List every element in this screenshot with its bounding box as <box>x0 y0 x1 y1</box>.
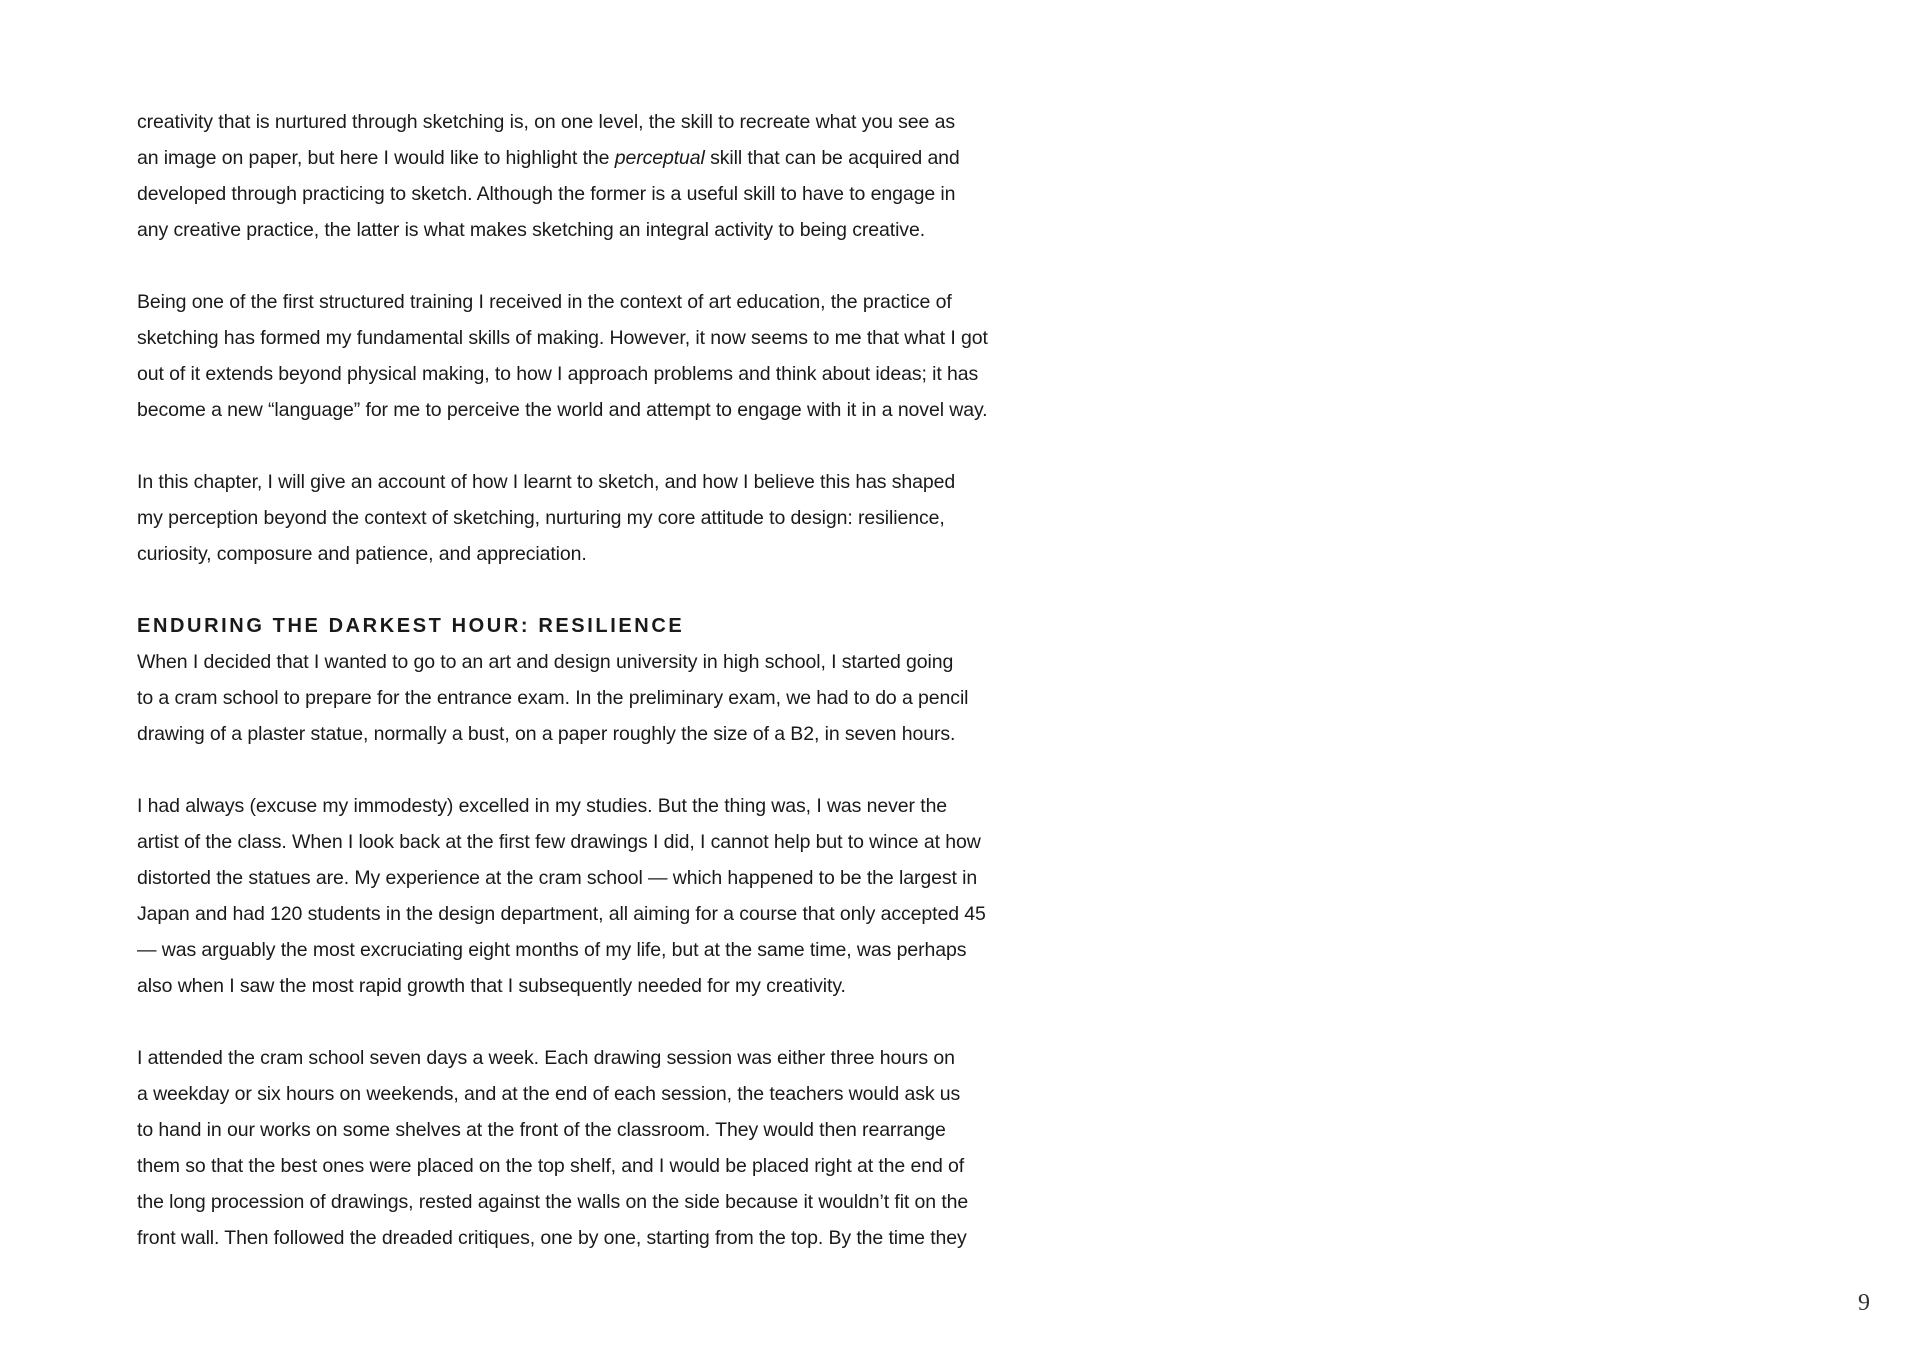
paragraph-line: to hand in our works on some shelves at the front of the classroom. They would then rearrange <box>137 1119 946 1141</box>
text-run: skill that can be acquired and <box>704 147 960 169</box>
paragraph-line: a weekday or six hours on weekends, and at the end of each session, the teachers would ask us <box>137 1083 961 1105</box>
paragraph-line: out of it extends beyond physical making, to how I approach problems and think about ideas; it has <box>137 363 979 385</box>
paragraph-line: I attended the cram school seven days a week. Each drawing session was either three hours on <box>137 1047 955 1069</box>
paragraph-line: curiosity, composure and patience, and appreciation. <box>137 543 587 565</box>
page-number: 9 <box>1858 1290 1870 1316</box>
paragraph-intro-1 <box>137 104 1037 248</box>
paragraph-line: Being one of the first structured training I received in the context of art education, the practice of <box>137 291 952 313</box>
paragraph-line: developed through practicing to sketch. Although the former is a useful skill to have to engage in <box>137 183 956 205</box>
paragraph-intro-2 <box>137 284 1037 428</box>
paragraph-line: In this chapter, I will give an account of how I learnt to sketch, and how I believe this has shaped <box>137 471 956 493</box>
paragraph-line: — was arguably the most excruciating eight months of my life, but at the same time, was perhaps <box>137 939 967 961</box>
paragraph-line: creativity that is nurtured through sketching is, on one level, the skill to recreate what you see as <box>137 111 956 133</box>
paragraph-line: artist of the class. When I look back at the first few drawings I did, I cannot help but to wince at how <box>137 831 981 853</box>
paragraph-section-3 <box>137 1040 1037 1256</box>
paragraph-line: any creative practice, the latter is what makes sketching an integral activity to being creative. <box>137 219 926 241</box>
paragraph-line: Japan and had 120 students in the design department, all aiming for a course that only accepted 45 <box>137 903 986 925</box>
emphasis-perceptual: perceptual <box>614 147 705 169</box>
paragraph-section-2 <box>137 788 1037 1004</box>
paragraph-line: my perception beyond the context of sketching, nurturing my core attitude to design: resilience, <box>137 507 945 529</box>
text-column <box>137 104 1037 1292</box>
paragraph-line: I had always (excuse my immodesty) excelled in my studies. But the thing was, I was never the <box>137 795 948 817</box>
paragraph-line <box>137 140 1037 176</box>
paragraph-line: become a new “language” for me to perceive the world and attempt to engage with it in a novel way. <box>137 399 988 421</box>
paragraph-line: sketching has formed my fundamental skills of making. However, it now seems to me that what I got <box>137 327 988 349</box>
text-run: an image on paper, but here I would like to highlight the <box>137 147 615 169</box>
paragraph-line: also when I saw the most rapid growth that I subsequently needed for my creativity. <box>137 975 846 997</box>
paragraph-line: them so that the best ones were placed on the top shelf, and I would be placed right at the end of <box>137 1155 965 1177</box>
paragraph-intro-3 <box>137 464 1037 572</box>
paragraph-line: to a cram school to prepare for the entrance exam. In the preliminary exam, we had to do a pencil <box>137 687 969 709</box>
paragraph-line: When I decided that I wanted to go to an art and design university in high school, I started going <box>137 651 954 673</box>
paragraph-line: the long procession of drawings, rested against the walls on the side because it wouldn’t fit on the <box>137 1191 969 1213</box>
section-heading: ENDURING THE DARKEST HOUR: RESILIENCE <box>137 615 685 637</box>
paragraph-section-1 <box>137 644 1037 752</box>
paragraph-line: distorted the statues are. My experience at the cram school — which happened to be the largest in <box>137 867 978 889</box>
paragraph-line: drawing of a plaster statue, normally a bust, on a paper roughly the size of a B2, in seven hours. <box>137 723 956 745</box>
paragraph-line: front wall. Then followed the dreaded critiques, one by one, starting from the top. By the time they <box>137 1227 967 1249</box>
